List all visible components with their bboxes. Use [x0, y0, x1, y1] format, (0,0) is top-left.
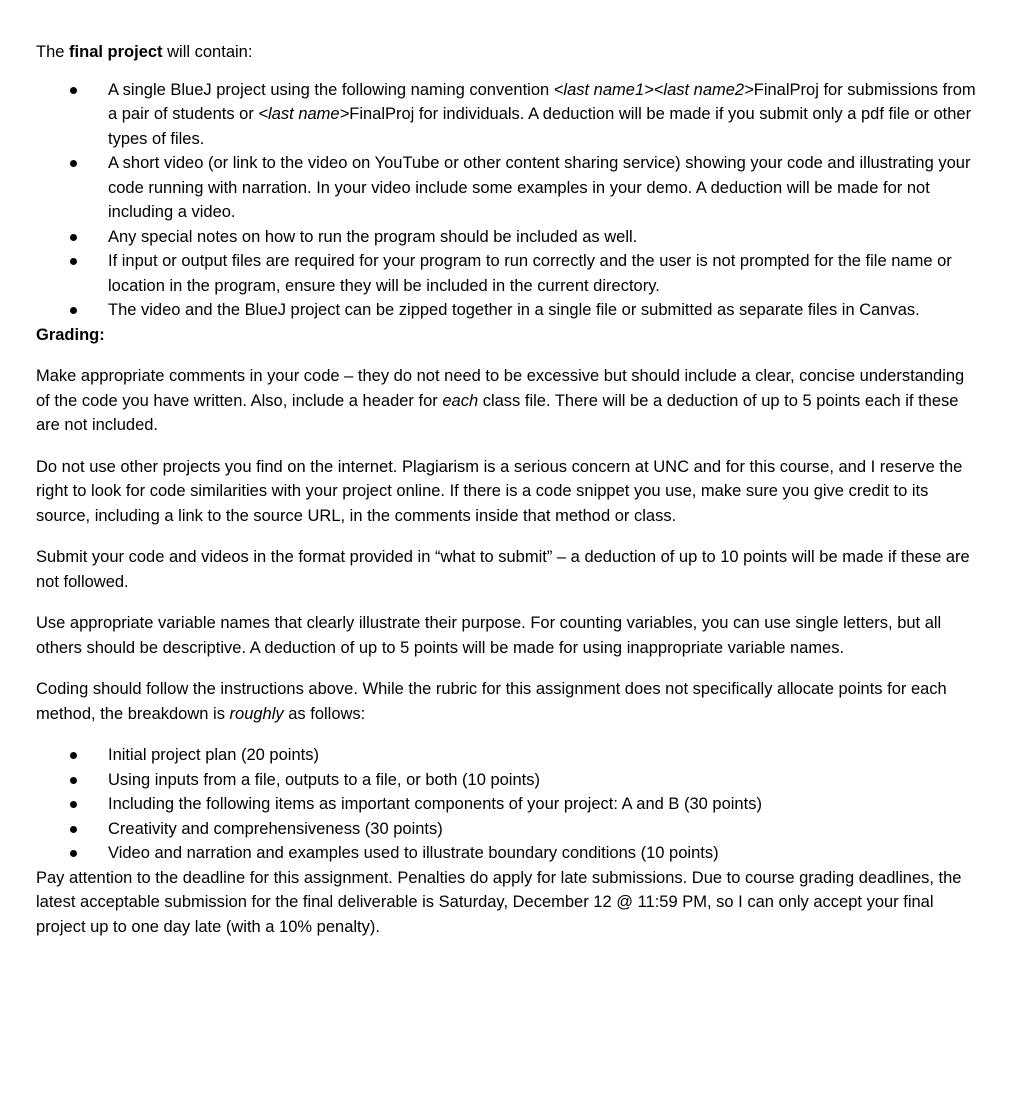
bullet-icon: [70, 752, 77, 759]
breakdown-list: [36, 743, 981, 866]
bullet-icon: [70, 234, 77, 241]
grading-heading: Grading:: [36, 325, 105, 344]
plagiarism-paragraph: [36, 455, 981, 529]
bullet-icon: [70, 826, 77, 833]
text-segment: Coding should follow the instructions above. While the rubric for this assignment does not specifically allocate points for each method, the breakdown is: [36, 680, 947, 723]
list-item: [36, 151, 981, 225]
text-segment: FinalProj for submissions from a pair of students or: [108, 80, 976, 123]
bullet-icon: [70, 850, 77, 857]
list-item: [36, 249, 981, 298]
list-item: [36, 792, 981, 817]
list-item: [36, 743, 981, 768]
breakdown-item: Video and narration and examples used to illustrate boundary conditions (10 points): [108, 844, 719, 862]
contents-list: [36, 78, 981, 323]
text-segment: The video and the BlueJ project can be zipped together in a single file or submitted as separate files in Canvas.: [108, 301, 920, 319]
text-segment: Use appropriate variable names that clearly illustrate their purpose. For counting variables, you can use single letters, but all others should be descriptive. A deduction of up to 5 points will be made for using inappropriate variable names.: [36, 614, 942, 657]
text-segment: If input or output files are required for your program to run correctly and the user is not prompted for the file name or location in the program, ensure they will be included in the current directory.: [108, 252, 952, 295]
variable-names-paragraph: [36, 611, 981, 660]
bullet-icon: [70, 307, 77, 314]
breakdown-item: Using inputs from a file, outputs to a file, or both (10 points): [108, 770, 540, 789]
rich-text: [108, 81, 976, 148]
text-segment: as follows:: [283, 704, 366, 723]
rich-text: [108, 228, 637, 246]
italic-text: <last name>: [258, 105, 350, 123]
rich-text: [108, 301, 920, 319]
italic-text: <last name1><last name2>: [553, 80, 754, 99]
intro-line: [36, 40, 981, 65]
document-page: [36, 40, 981, 956]
bullet-icon: [70, 258, 77, 265]
submit-format-paragraph: [36, 545, 981, 594]
breakdown-item: Initial project plan (20 points): [108, 746, 319, 764]
bullet-icon: [70, 801, 77, 808]
list-item: [36, 225, 981, 250]
text-segment: A single BlueJ project using the following naming convention: [108, 80, 554, 99]
italic-text: roughly: [229, 704, 284, 723]
text-segment: class file. There will be a deduction of up to 5 points each if these are not included.: [36, 391, 959, 434]
text-segment: Submit your code and videos in the format provided in “what to submit” – a deduction of up to 10 points will be made if these are not followed.: [36, 548, 970, 591]
list-item: [36, 768, 981, 793]
text-segment: Do not use other projects you find on the internet. Plagiarism is a serious concern at UNC and for this course, and I reserve the right to look for code similarities with your project online. If there is a code snippet you use, make sure you give credit to its source, including a link to the source URL, in the comments inside that method or class.: [36, 457, 963, 525]
text-segment: Make appropriate comments in your code – they do not need to be excessive but should include a clear, concise understanding of the code you have written. Also, include a header for: [36, 367, 965, 410]
deadline-paragraph: Pay attention to the deadline for this assignment. Penalties do apply for late submissions. Due to course grading deadlines, the latest acceptable submission for the final deliverable is Saturday, December 12 @ 11:59 PM, so I can only accept your final project up to one day late (with a 10% penalty).: [36, 868, 962, 936]
text-segment: Any special notes on how to run the program should be included as well.: [108, 227, 638, 246]
list-item: [36, 841, 981, 866]
breakdown-item: Including the following items as important components of your project: A and B (30 points): [108, 795, 762, 813]
text-segment: A short video (or link to the video on YouTube or other content sharing service) showing your code and illustrating your code running with narration. In your video include some examples in your demo. A deduction will be made for not including a video.: [108, 154, 971, 221]
text-segment: FinalProj for individuals. A deduction will be made if you submit only a pdf file or other types of files.: [108, 105, 972, 148]
intro-bold: final project: [69, 43, 163, 61]
list-item: [36, 817, 981, 842]
comments-paragraph: [36, 364, 981, 438]
breakdown-intro-paragraph: [36, 677, 981, 726]
rich-text: [108, 154, 970, 221]
breakdown-item: Creativity and comprehensiveness (30 points): [108, 819, 443, 838]
intro-prefix: The: [36, 43, 70, 61]
list-item: [36, 78, 981, 152]
list-item: [36, 298, 981, 323]
intro-suffix: will contain:: [162, 43, 253, 61]
italic-text: each: [442, 391, 479, 410]
bullet-icon: [70, 777, 77, 784]
bullet-icon: [70, 87, 77, 94]
bullet-icon: [70, 160, 77, 167]
rich-text: [108, 252, 952, 295]
